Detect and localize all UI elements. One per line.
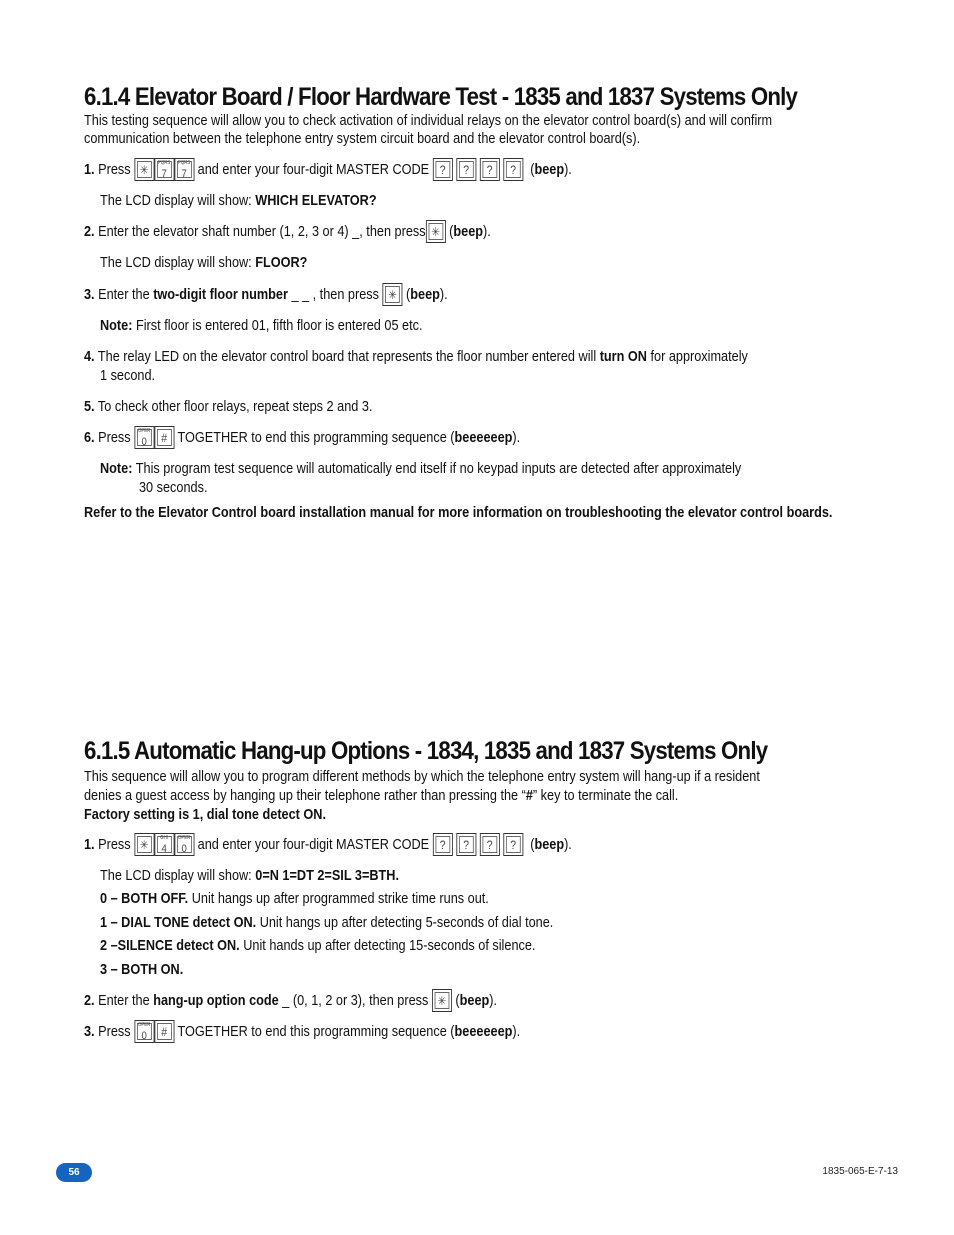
step-3: 3. Enter the two-digit floor number _ _ , then press ✳ (beep). <box>84 285 448 305</box>
option-0: 0 – BOTH OFF. Unit hangs up after programmed strike time runs out. <box>100 891 489 907</box>
star-key-icon: ✳ <box>134 158 154 181</box>
seven-key-icon: PQRS 7 <box>154 158 174 181</box>
note: Note: This program test sequence will automatically end itself if no keypad inputs are detected after approximately <box>100 461 742 477</box>
section-title-6-1-5: 6.1.5 Automatic Hang-up Options - 1834, 1835 and 1837 Systems Only <box>84 737 768 765</box>
hash-key-icon: # <box>154 1020 174 1043</box>
step-1: 1. Press ✳ PQRS 7 PQRS 7 and enter your four-digit MASTER CODE ? ? ? ? (beep). <box>84 159 572 180</box>
star-key-icon: ✳ <box>134 833 154 856</box>
step-6: 6. Press OPER 0 # TOGETHER to end this programming sequence (beeeeeep). <box>84 427 521 448</box>
document-id: 1835-065-E-7-13 <box>822 1166 898 1177</box>
zero-key-icon: OPER 0 <box>134 1020 154 1043</box>
page-number-badge: 56 <box>56 1163 92 1182</box>
refer-note: Refer to the Elevator Control board installation manual for more information on troubleshooting the elevator control boards. <box>84 505 833 521</box>
four-key-icon: GHI 4 <box>154 833 174 856</box>
hash-key-icon: # <box>154 426 174 449</box>
factory-setting: Factory setting is 1, dial tone detect ON. <box>84 807 326 823</box>
step-number: 1. <box>84 162 95 178</box>
code-key-icon: ? <box>480 158 500 181</box>
option-2: 2 –SILENCE detect ON. Unit hands up after detecting 15-seconds of silence. <box>100 938 536 954</box>
zero-key-icon: OPER 0 <box>174 833 194 856</box>
code-key-icon: ? <box>503 833 523 856</box>
step-number: 5. <box>84 399 95 415</box>
code-key-icon: ? <box>503 158 523 181</box>
step-number: 2. <box>84 224 95 240</box>
step-4-continued: 1 second. <box>100 368 156 384</box>
step-2: 2. Enter the elevator shaft number (1, 2, 3 or 4) _, then press ✳ (beep). <box>84 222 491 242</box>
step-number: 2. <box>84 993 95 1009</box>
code-key-icon: ? <box>480 833 500 856</box>
step-number: 3. <box>84 287 95 303</box>
section-title-6-1-4: 6.1.4 Elevator Board / Floor Hardware Test - 1835 and 1837 Systems Only <box>84 83 798 111</box>
lcd-display-line: The LCD display will show: FLOOR? <box>100 255 308 271</box>
intro-text: communication between the telephone entry system circuit board and the elevator control board(s). <box>84 131 641 147</box>
lcd-display-line: The LCD display will show: WHICH ELEVATOR? <box>100 193 377 209</box>
step-1: 1. Press ✳ GHI 4 OPER 0 and enter your four-digit MASTER CODE ? ? ? ? (beep). <box>84 834 572 855</box>
step-5: 5. To check other floor relays, repeat steps 2 and 3. <box>84 399 373 415</box>
step-3: 3. Press OPER 0 # TOGETHER to end this programming sequence (beeeeeep). <box>84 1021 521 1042</box>
code-key-icon: ? <box>433 158 453 181</box>
code-key-icon: ? <box>456 833 476 856</box>
lcd-value: 0=N 1=DT 2=SIL 3=BTH. <box>255 868 399 884</box>
step-number: 6. <box>84 430 95 446</box>
option-3: 3 – BOTH ON. <box>100 962 184 978</box>
step-number: 1. <box>84 837 95 853</box>
note-continued: 30 seconds. <box>139 480 208 496</box>
code-key-icon: ? <box>433 833 453 856</box>
option-1: 1 – DIAL TONE detect ON. Unit hangs up after detecting 5-seconds of dial tone. <box>100 915 554 931</box>
intro-text: This testing sequence will allow you to check activation of individual relays on the elevator control board(s) and will confirm <box>84 113 773 129</box>
note: Note: First floor is entered 01, fifth floor is entered 05 etc. <box>100 318 423 334</box>
lcd-value: WHICH ELEVATOR? <box>255 193 377 209</box>
step-number: 4. <box>84 349 95 365</box>
code-key-icon: ? <box>456 158 476 181</box>
star-key-icon: ✳ <box>383 283 403 306</box>
lcd-display-line: The LCD display will show: 0=N 1=DT 2=SIL 3=BTH. <box>100 868 399 884</box>
star-key-icon: ✳ <box>426 220 446 243</box>
step-number: 3. <box>84 1024 95 1040</box>
intro-text: This sequence will allow you to program different methods by which the telephone entry system will hang-up if a resident <box>84 769 760 785</box>
zero-key-icon: OPER 0 <box>134 426 154 449</box>
star-key-icon: ✳ <box>432 989 452 1012</box>
seven-key-icon: PQRS 7 <box>174 158 194 181</box>
step-2: 2. Enter the hang-up option code _ (0, 1, 2 or 3), then press ✳ (beep). <box>84 991 497 1011</box>
step-4: 4. The relay LED on the elevator control board that represents the floor number entered will turn ON for approximately <box>84 349 748 365</box>
lcd-value: FLOOR? <box>255 255 308 271</box>
intro-text: denies a guest access by hanging up their telephone rather than pressing the “#” key to terminate the call. <box>84 788 679 804</box>
